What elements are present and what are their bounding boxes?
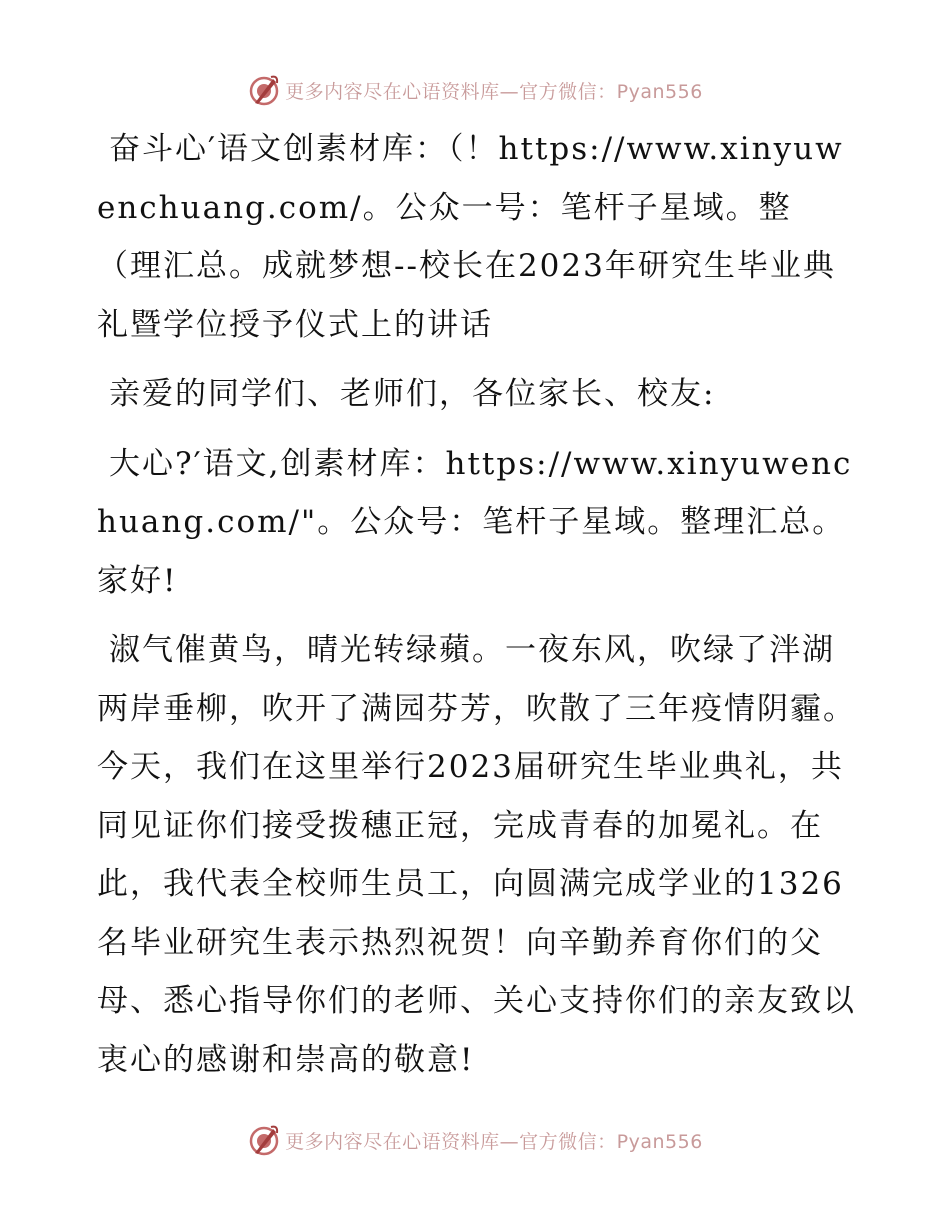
document-body	[97, 120, 857, 1100]
paragraph-title: 奋斗心′语文创素材库：（！https://www.xinyuwenchuang.com/。公众一号：笔杆子星域。整（理汇总。成就梦想--校长在2023年研究生毕业典礼暨学位授予仪式上的讲话	[97, 131, 844, 343]
paragraph-body: 淑气催黄鸟，晴光转绿蘋。一夜东风，吹绿了泮湖两岸垂柳，吹开了满园芬芳，吹散了三年疫情阴霾。今天，我们在这里举行2023届研究生毕业典礼，共同见证你们接受拨穗正冠，完成青春的加冕礼。在此，我代表全校师生员工，向圆满完成学业的1326名毕业研究生表示热烈祝贺！向辛勤养育你们的父母、悉心指导你们的老师、关心支持你们的亲友致以衷心的感谢和崇高的敬意!	[97, 632, 856, 1078]
header-banner	[0, 70, 950, 110]
banner-text: 更多内容尽在心语资料库—官方微信：Pyan556	[285, 80, 703, 103]
paragraph-greeting: 亲爱的同学们、老师们，各位家长、校友:	[109, 376, 716, 412]
quill-seal-icon	[247, 73, 281, 107]
footer-banner	[0, 1120, 950, 1160]
paragraph-source-note: 大心?′语文,创素材库：https://www.xinyuwenchuang.com/"。公众号：笔杆子星域。整理汇总。家好!	[97, 445, 853, 599]
banner-text: 更多内容尽在心语资料库—官方微信：Pyan556	[285, 1130, 703, 1153]
quill-seal-icon	[247, 1123, 281, 1157]
